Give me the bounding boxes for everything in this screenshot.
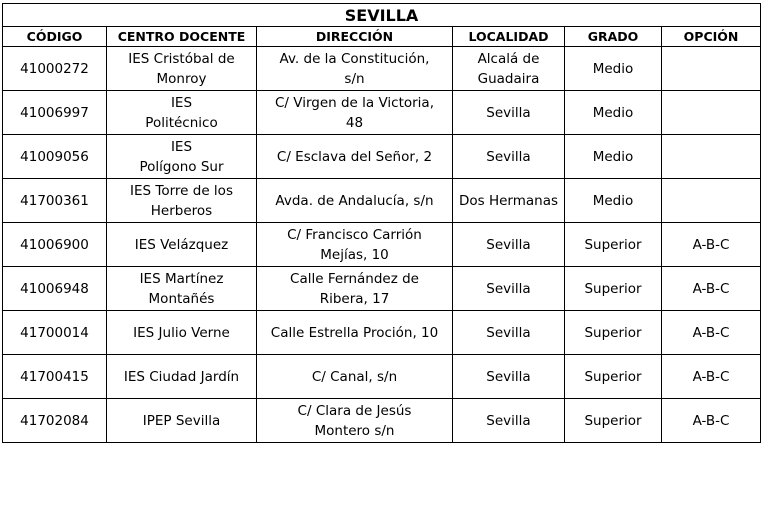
column-header-localidad: LOCALIDAD xyxy=(453,27,565,47)
cell-opcion: A-B-C xyxy=(662,223,761,267)
cell-direccion: C/ Clara de Jesús Montero s/n xyxy=(257,399,453,443)
cell-codigo: 41006948 xyxy=(3,267,107,311)
cell-centro-docente: IES Torre de los Herberos xyxy=(107,179,257,223)
cell-localidad: Sevilla xyxy=(453,223,565,267)
cell-direccion: Avda. de Andalucía, s/n xyxy=(257,179,453,223)
column-header-opcion: OPCIÓN xyxy=(662,27,761,47)
cell-grado: Superior xyxy=(565,267,662,311)
cell-localidad: Sevilla xyxy=(453,399,565,443)
cell-opcion: A-B-C xyxy=(662,399,761,443)
table-row xyxy=(3,355,761,399)
cell-grado: Superior xyxy=(565,355,662,399)
cell-localidad: Sevilla xyxy=(453,267,565,311)
table-row xyxy=(3,223,761,267)
column-header-direccion: DIRECCIÓN xyxy=(257,27,453,47)
table-row xyxy=(3,47,761,91)
cell-direccion: C/ Canal, s/n xyxy=(257,355,453,399)
cell-opcion xyxy=(662,179,761,223)
table-row xyxy=(3,179,761,223)
cell-codigo: 41006900 xyxy=(3,223,107,267)
cell-grado: Superior xyxy=(565,223,662,267)
column-header-codigo: CÓDIGO xyxy=(3,27,107,47)
cell-grado: Medio xyxy=(565,179,662,223)
cell-direccion: Calle Fernández de Ribera, 17 xyxy=(257,267,453,311)
cell-localidad: Sevilla xyxy=(453,311,565,355)
column-header-row xyxy=(3,27,761,47)
cell-codigo: 41000272 xyxy=(3,47,107,91)
cell-opcion xyxy=(662,47,761,91)
table-row xyxy=(3,399,761,443)
cell-codigo: 41700361 xyxy=(3,179,107,223)
cell-localidad: Dos Hermanas xyxy=(453,179,565,223)
cell-localidad: Sevilla xyxy=(453,91,565,135)
cell-codigo: 41009056 xyxy=(3,135,107,179)
cell-localidad: Sevilla xyxy=(453,355,565,399)
cell-opcion xyxy=(662,91,761,135)
cell-codigo: 41006997 xyxy=(3,91,107,135)
cell-opcion: A-B-C xyxy=(662,355,761,399)
cell-grado: Superior xyxy=(565,311,662,355)
cell-direccion: C/ Virgen de la Victoria, 48 xyxy=(257,91,453,135)
cell-localidad: Alcalá de Guadaira xyxy=(453,47,565,91)
cell-localidad: Sevilla xyxy=(453,135,565,179)
cell-grado: Superior xyxy=(565,399,662,443)
table-row xyxy=(3,135,761,179)
column-header-centro-docente: CENTRO DOCENTE xyxy=(107,27,257,47)
cell-centro-docente: IES Ciudad Jardín xyxy=(107,355,257,399)
cell-centro-docente: IES Politécnico xyxy=(107,91,257,135)
cell-centro-docente: IPEP Sevilla xyxy=(107,399,257,443)
cell-direccion: Calle Estrella Proción, 10 xyxy=(257,311,453,355)
column-header-grado: GRADO xyxy=(565,27,662,47)
schools-table xyxy=(2,3,761,443)
cell-centro-docente: IES Polígono Sur xyxy=(107,135,257,179)
cell-codigo: 41700415 xyxy=(3,355,107,399)
cell-centro-docente: IES Julio Verne xyxy=(107,311,257,355)
cell-opcion: A-B-C xyxy=(662,267,761,311)
table-row xyxy=(3,267,761,311)
table-row xyxy=(3,311,761,355)
cell-direccion: C/ Francisco Carrión Mejías, 10 xyxy=(257,223,453,267)
table-row xyxy=(3,91,761,135)
cell-grado: Medio xyxy=(565,47,662,91)
cell-direccion: C/ Esclava del Señor, 2 xyxy=(257,135,453,179)
table-title: SEVILLA xyxy=(3,4,761,27)
cell-centro-docente: IES Martínez Montañés xyxy=(107,267,257,311)
cell-opcion: A-B-C xyxy=(662,311,761,355)
table-body xyxy=(3,47,761,443)
cell-opcion xyxy=(662,135,761,179)
cell-centro-docente: IES Cristóbal de Monroy xyxy=(107,47,257,91)
cell-grado: Medio xyxy=(565,135,662,179)
cell-centro-docente: IES Velázquez xyxy=(107,223,257,267)
cell-codigo: 41702084 xyxy=(3,399,107,443)
cell-direccion: Av. de la Constitución, s/n xyxy=(257,47,453,91)
cell-codigo: 41700014 xyxy=(3,311,107,355)
cell-grado: Medio xyxy=(565,91,662,135)
